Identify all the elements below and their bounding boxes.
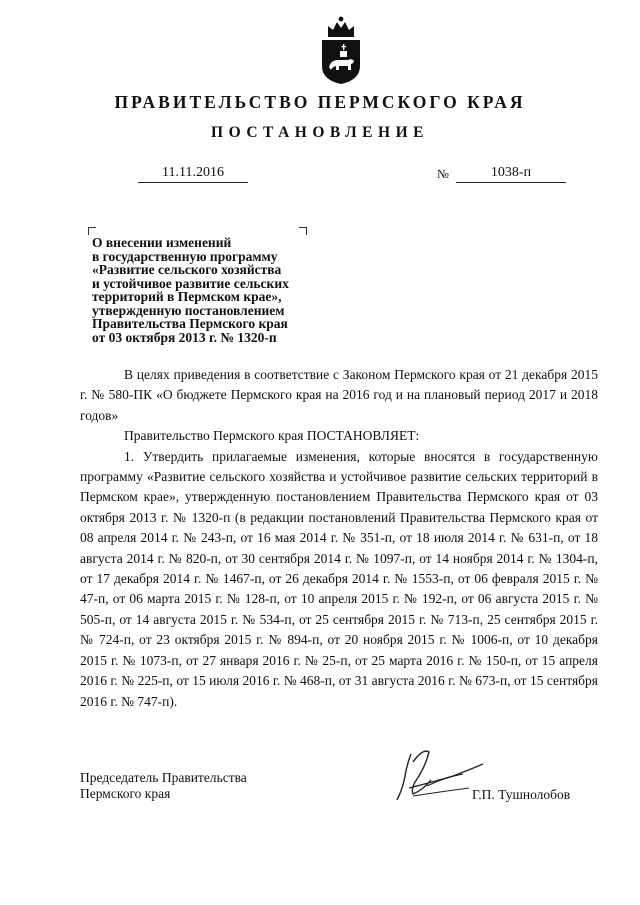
- intro-paragraph: В целях приведения в соответствие с Законом Пермского края от 21 декабря 2015 г. № 580-ПК «О бюджете Пермского края на 2016 год и на плановый период 2017 и 2018 годов»: [80, 367, 598, 423]
- subject-line: от 03 октября 2013 г. № 1320-п: [92, 329, 277, 345]
- subject-line: территорий в Пермском крае»,: [92, 289, 282, 304]
- signer-role: [80, 770, 247, 802]
- document-type: ПОСТАНОВЛЕНИЕ: [211, 124, 429, 141]
- document-body: [80, 365, 598, 712]
- document-date: 11.11.2016: [138, 164, 248, 183]
- subject-line: Правительства Пермского края: [92, 316, 288, 331]
- perm-krai-coat-of-arms-icon: [318, 14, 364, 86]
- signer-role-line-1: Председатель Правительства: [80, 770, 247, 785]
- subject-line: «Развитие сельского хозяйства: [92, 262, 282, 277]
- document-number: 1038-п: [456, 164, 566, 183]
- subject-corner-mark-left: [88, 227, 96, 235]
- document-subject: [92, 236, 332, 344]
- subject-line: и устойчивое развитие сельских: [92, 275, 289, 291]
- signer-name: Г.П. Тушнолобов: [472, 787, 571, 802]
- item-1-paragraph: 1. Утвердить прилагаемые изменения, которые вносятся в государственную программу «Развитие сельского хозяйства и устойчивое развитие сельских территорий в Пермском крае», утвержденную постановлением Правительства Пермского края от 03 октября 2013 г. № 1320-п (в редакции постановлений Правительства Пермского края от 08 апреля 2014 г. № 243-п, от 16 мая 2014 г. № 351-п, от 18 июля 2014 г. № 631-п, от 18 августа 2014 г. № 820-п, от 30 сентября 2014 г. № 1097-п, от 14 ноября 2014 г. № 1304-п, от 17 декабря 2014 г. № 1467-п, от 26 декабря 2014 г. № 1553-п, от 06 февраля 2015 г. № 47-п, от 06 марта 2015 г. № 128-п, от 10 апреля 2015 г. № 192-п, от 06 августа 2015 г. № 505-п, от 14 августа 2015 г. № 534-п, от 25 сентября 2015 г. № 713-п, 25 сентября 2015 г. № 724-п, от 23 октября 2015 г. № 894-п, от 20 ноября 2015 г. № 1006-п, от 10 декабря 2015 г. № 1073-п, от 27 января 2016 г. № 25-п, от 25 марта 2016 г. № 150-п, от 15 апреля 2016 г. № 225-п, от 15 июля 2016 г. № 468-п, от 31 августа 2016 г. № 673-п, от 15 сентября 2016 г. № 747-п).: [80, 448, 598, 709]
- subject-line: О внесении изменений: [92, 235, 232, 250]
- subject-line: утвержденную постановлением: [92, 302, 285, 318]
- subject-line: в государственную программу: [92, 248, 278, 264]
- resolve-paragraph: Правительство Пермского края ПОСТАНОВЛЯЕТ:: [124, 428, 420, 444]
- organization-title: ПРАВИТЕЛЬСТВО ПЕРМСКОГО КРАЯ: [114, 92, 526, 112]
- number-sign: №: [437, 167, 449, 181]
- subject-corner-mark-right: [299, 227, 307, 235]
- signer-role-line-2: Пермского края: [80, 786, 171, 801]
